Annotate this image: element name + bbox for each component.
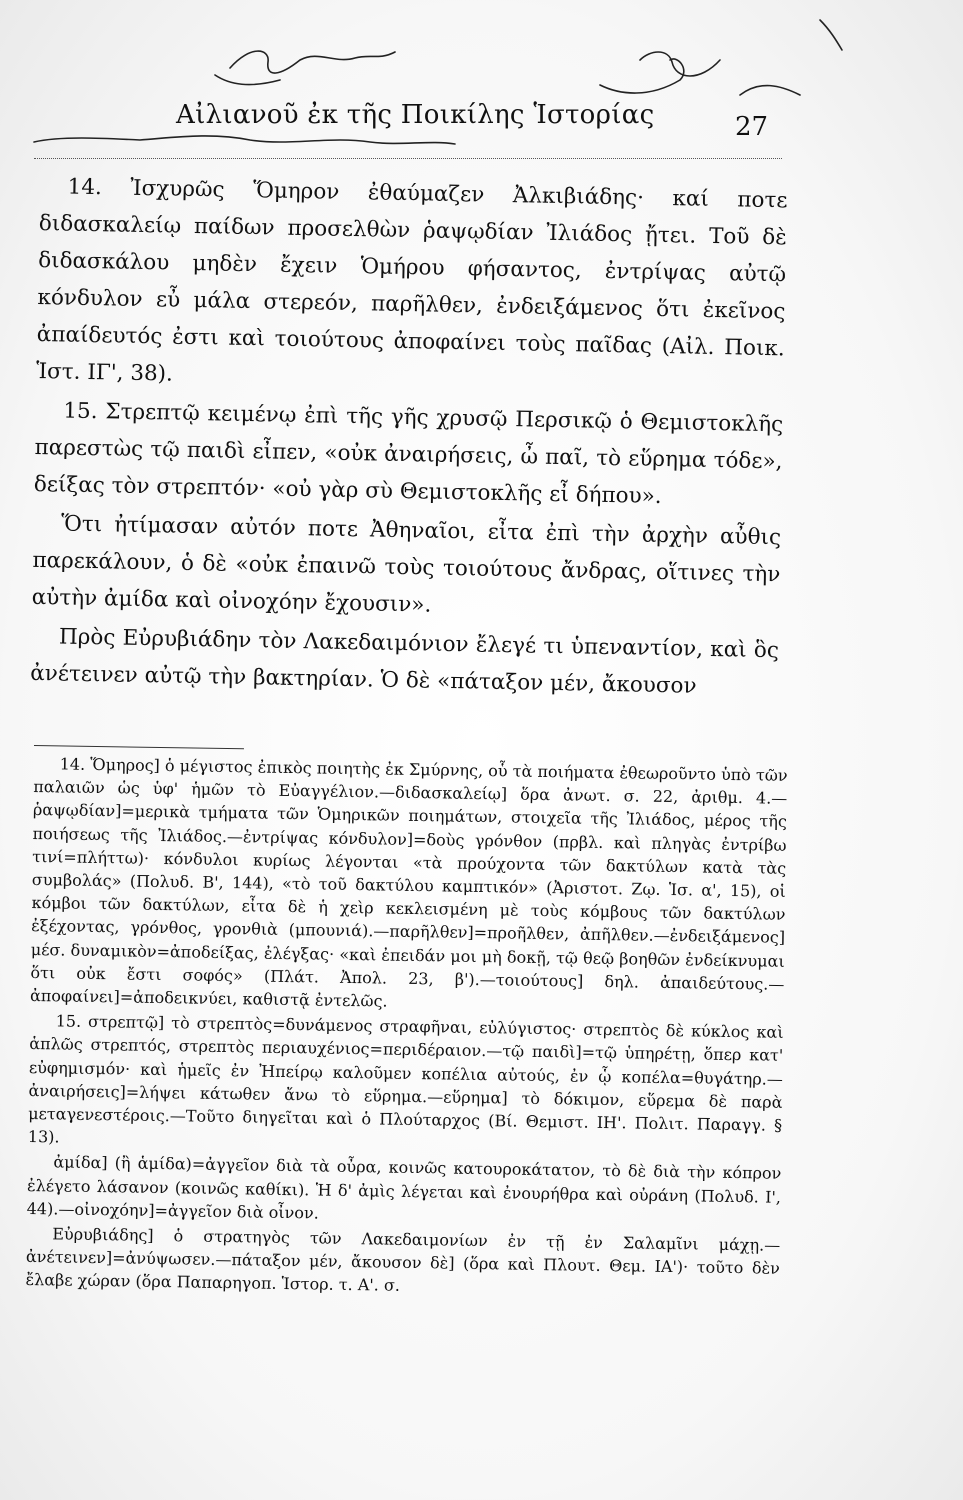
footnote-rule xyxy=(34,745,244,749)
main-paragraph-15: 15. Στρεπτῷ κειμένῳ ἐπὶ τῆς γῆς χρυσῷ Περσικῷ ὁ Θεμιστοκλῆς παρεστὼς τῷ παιδὶ εἶπεν, «οὐκ ἀναιρήσεις, ὦ παῖ, τὸ εὕρημα τόδε», δείξας τὸν στρεπτόν· «οὐ γὰρ σὺ Θεμιστοκλῆς εἶ δήπου». xyxy=(33,398,784,509)
main-paragraph-eurybiades: Πρὸς Εὐρυβιάδην τὸν Λακεδαιμόνιον ἔλεγέ τι ὑπεναντίον, καὶ ὃς ἀνέτεινεν αὐτῷ τὴν βακτηρίαν. Ὁ δὲ «πάταξον μέν, ἄκουσον xyxy=(30,624,780,699)
running-head: Αἰλιανοῦ ἐκ τῆς Ποικίλης Ἱστορίας xyxy=(176,100,655,130)
handwritten-scribbles-icon xyxy=(0,0,963,170)
page-number: 27 xyxy=(735,112,769,142)
main-text xyxy=(30,168,788,708)
footnotes xyxy=(25,745,788,1305)
footnote-14: 14. Ὅμηρος] ὁ μέγιστος ἐπικὸς ποιητὴς ἐκ Σμύρνης, οὗ τὰ ποιήματα ἐθεωροῦντο ὑπὸ τῶν παλαιῶν ὡς ὑφ' ἡμῶν τὸ Εὐαγγέλιον.—διδασκαλείῳ] ὅρα ἀνωτ. σ. 22, ἀριθμ. 4.—ῥαψῳδίαν]=μερικὰ τμήματα τῶν Ὁμηρικῶν ποιημάτων, στοιχεῖα τῆς Ἰλιάδος, μέρος τῆς ποιήσεως τῆς Ἰλιάδος.—ἐντρίψας κόνδυλον]=δοὺς γρόνθον (πρβλ. καὶ πληγὰς ἐντρίβω τινί=πλήττω)· κόνδυλοι κυρίως λέγονται «τὰ προύχοντα τῶν δακτύλων κατὰ τὰς συμβολάς» (Πολυδ. Β', 144), «τὸ τοῦ δακτύλου καμπτικόν» (Ἀριστοτ. Ζῳ. Ἱσ. α', 15), οἱ κόμβοι τῶν δακτύλων, εἶτα δὲ ἡ χεὶρ κεκλεισμένη μὲ τοὺς κόμβους τῶν δακτύλων ἐξέχοντας, γρόνθος, γρονθιὰ (μπουνιά).—παρῆλθεν]=προῆλθεν, ἀπῆλθεν.—ἐνδειξάμενος] μέσ. δυναμικὸν=ἀποδείξας, ἐλέγξας· «καὶ ἐπειδάν μοι μὴ δοκῇ, τῷ θεῷ βοηθῶν ἐνδείκνυμαι ὅτι οὐκ ἔστι σοφός» (Πλάτ. Ἀπολ. 23, β').—τοιούτους] δηλ. ἀπαιδεύτους.—ἀποφαίνει]=ἀποδεικνύει, καθιστᾷ ἐντελῶς. xyxy=(29,754,788,1011)
footnote-15: 15. στρεπτῷ] τὸ στρεπτὸς=δυνάμενος στραφῆναι, εὐλύγιστος· στρεπτὸς δὲ κύκλος καὶ ἁπλῶς στρεπτός, στρεπτὸς περιαυχένιος=περιδέραιον.—τῷ παιδὶ]=τῷ ὑπηρέτῃ, ὅπερ κατ' εὐφημισμόν· καὶ ἡμεῖς ἐν Ἠπείρῳ καλοῦμεν κοπέλια αὐτούς, ἐν ᾧ κοπέλα=θυγάτηρ.—ἀναιρήσεις]=λήψει κάτωθεν ἄνω τὸ εὕρημα.—εὕρημα] τὸ δόκιμον, εὕρεμα δὲ παρὰ μεταγενεστέροις.—Τοῦτο διηγεῖται καὶ ὁ Πλούταρχος (Βί. Θεμιστ. ΙΗ'. Πολιτ. Παραγγ. § 13). xyxy=(27,1011,784,1147)
footnote-amida: ἀμίδα] (ἢ ἁμίδα)=ἀγγεῖον διὰ τὰ οὖρα, κοινῶς κατουροκάτατον, τὸ δὲ διὰ τὴν κόπρον ἐλέγετο λάσανον (κοινῶς καθίκι). Ἡ δ' ἀμὶς λέγεται καὶ ἐνουρήθρα καὶ οὐράνη (Πολυδ. Ι', 44).—οἰνοχόην]=ἀγγεῖον διὰ οἶνον. xyxy=(26,1152,782,1223)
header-rule xyxy=(34,158,782,159)
footnote-eurybiades: Εὐρυβιάδης] ὁ στρατηγὸς τῶν Λακεδαιμονίων ἐν τῇ ἐν Σαλαμῖνι μάχῃ.—ἀνέτεινεν]=ἀνύψωσεν.—πάταξον μέν, ἄκουσον δὲ] (ὅρα καὶ Πλουτ. Θεμ. ΙΑ')· τοῦτο δὲν ἔλαβε χώραν (ὅρα Παπαρηγοπ. Ἱστορ. τ. Α'. σ. xyxy=(25,1224,781,1296)
main-paragraph-14: 14. Ἰσχυρῶς Ὅμηρον ἐθαύμαζεν Ἀλκιβιάδης· καί ποτε διδασκαλείῳ παίδων προσελθὼν ῥαψῳδίαν Ἰλιάδος ᾔτει. Τοῦ δὲ διδασκάλου μηδὲν ἔχειν Ὁμήρου φήσαντος, ἐντρίψας αὐτῷ κόνδυλον εὖ μάλα στερεόν, παρῆλθεν, ἐνδειξάμενος ὅτι ἐκεῖνος ἀπαίδευτός ἐστι καὶ τοιούτους ἀποφαίνει τοὺς παῖδας (Αἰλ. Ποικ. Ἱστ. ΙΓ', 38). xyxy=(35,174,788,387)
main-paragraph-athenians: Ὅτι ἠτίμασαν αὐτόν ποτε Ἀθηναῖοι, εἶτα ἐπὶ τὴν ἀρχὴν αὖθις παρεκάλουν, ὁ δὲ «οὐκ ἐπαινῶ τοὺς τοιούτους ἄνδρας, οἵτινες τὴν αὐτὴν ἀμίδα καὶ οἰνοχόην ἔχουσιν». xyxy=(31,511,782,618)
